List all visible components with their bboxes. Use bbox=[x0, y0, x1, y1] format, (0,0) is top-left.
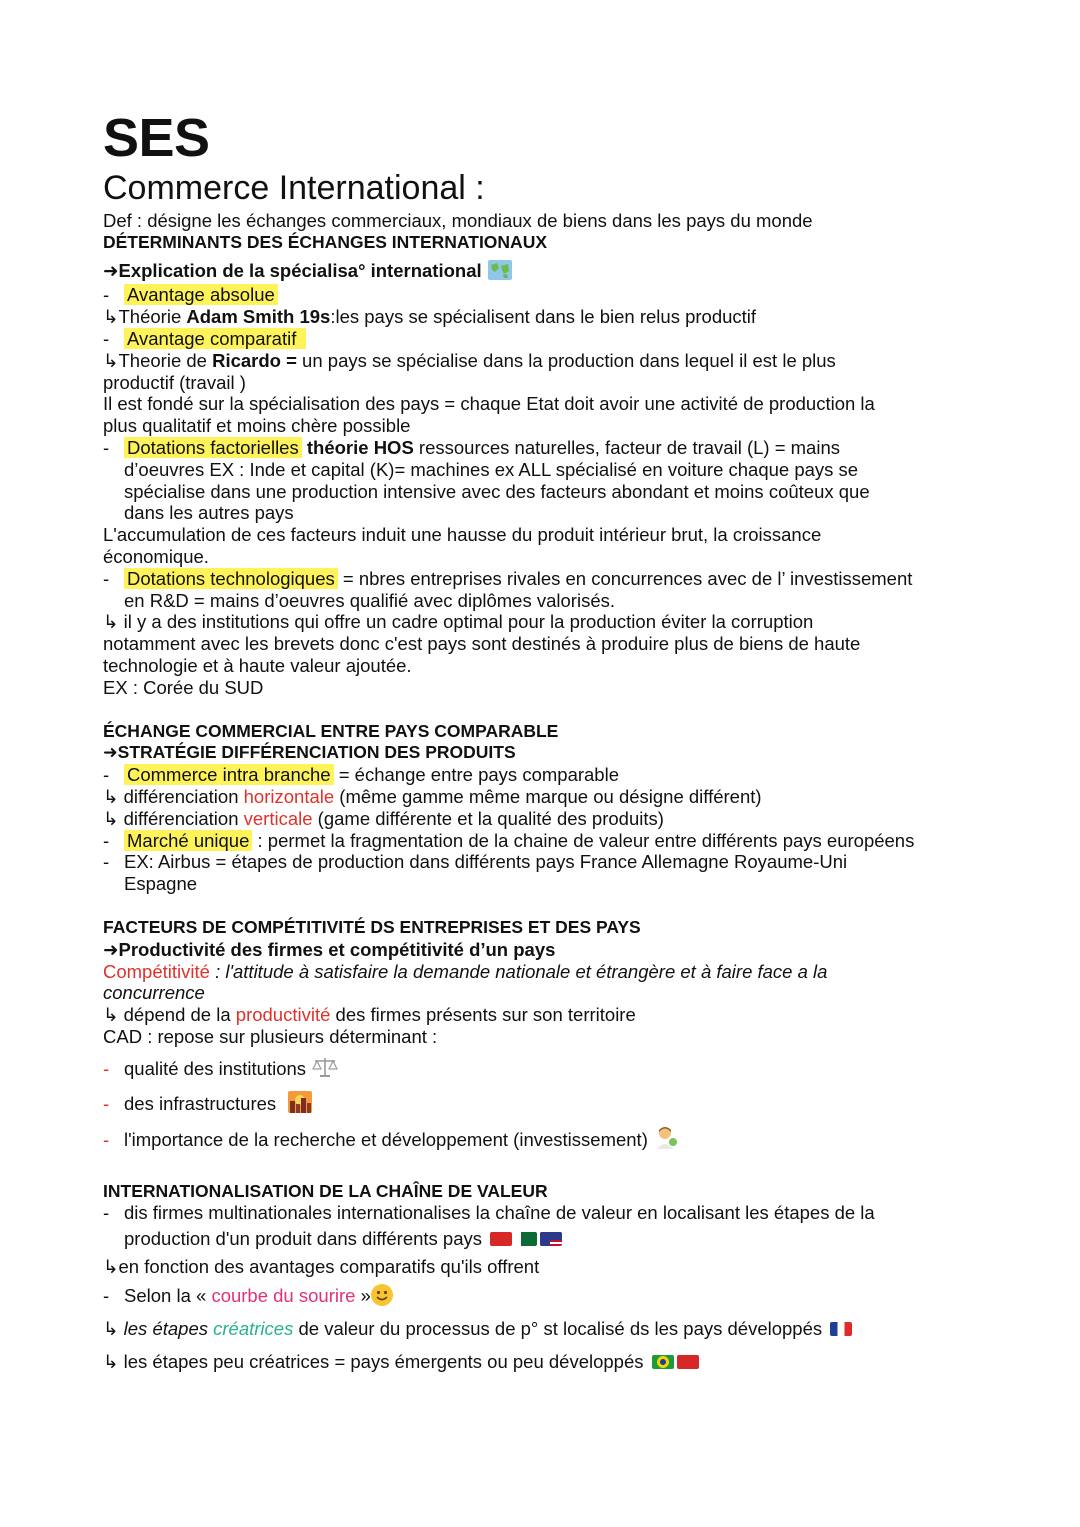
smiley-icon bbox=[371, 1284, 393, 1306]
text-line: L'accumulation de ces facteurs induit une hausse du produit intérieur brut, la croissance bbox=[103, 524, 822, 546]
subheading-specialisation bbox=[103, 260, 1023, 285]
note-page bbox=[103, 108, 1023, 1378]
highlight-commerce-intra-branche: Commerce intra branche bbox=[124, 764, 334, 785]
text-line: plus qualitatif et moins chère possible bbox=[103, 415, 411, 437]
list-item: - Dotations factorielles théorie HOS ressources naturelles, facteur de travail (L) = mains bbox=[103, 436, 840, 458]
list-item: - Avantage absolue bbox=[103, 284, 1023, 306]
section-heading-echange: ÉCHANGE COMMERCIAL ENTRE PAYS COMPARABLE bbox=[103, 720, 559, 741]
pakistan-flag-icon bbox=[515, 1232, 537, 1246]
text-line: concurrence bbox=[103, 982, 205, 1004]
text-line: ↳ les étapes créatrices de valeur du processus de p° st localisé ds les pays développés bbox=[103, 1312, 1023, 1346]
text-line: EX : Corée du SUD bbox=[103, 676, 264, 698]
subheading-productivite: ➜Productivité des firmes et compétitivité d’un pays bbox=[103, 938, 556, 960]
text-line: en R&D = mains d’oeuvres qualifié avec diplômes valorisés. bbox=[124, 589, 615, 611]
subheading-text: ➜Explication de la spécialisa° international bbox=[103, 259, 482, 281]
highlight-avantage-absolue: Avantage absolue bbox=[124, 284, 278, 305]
section-heading-competitivite: FACTEURS DE COMPÉTITIVITÉ DS ENTREPRISES ET DES PAYS bbox=[103, 916, 641, 937]
text-line: Compétitivité : l'attitude à satisfaire la demande nationale et étrangère et à faire face a la bbox=[103, 960, 828, 982]
text-line: production d'un produit dans différents pays bbox=[103, 1224, 1023, 1254]
text-line: ↳ différenciation horizontale (même gamme même marque ou désigne différent) bbox=[103, 785, 762, 807]
text-line: CAD : repose sur plusieurs déterminant : bbox=[103, 1025, 438, 1047]
text-line: technologie et à haute valeur ajoutée. bbox=[103, 654, 412, 676]
scientist-icon bbox=[654, 1125, 678, 1159]
text-line: productif (travail ) bbox=[103, 371, 246, 393]
world-map-icon bbox=[488, 260, 512, 285]
text-line: économique. bbox=[103, 545, 209, 567]
balance-scale-icon bbox=[312, 1056, 338, 1087]
list-item: - Selon la « courbe du sourire » bbox=[103, 1280, 1023, 1312]
text-line: ↳Théorie Adam Smith 19s:les pays se spécialisent dans le bien relus productif bbox=[103, 306, 757, 328]
france-flag-icon bbox=[830, 1322, 852, 1336]
highlight-marche-unique: Marché unique bbox=[124, 830, 252, 851]
text-line: ↳ dépend de la productivité des firmes présents sur son territoire bbox=[103, 1004, 636, 1026]
page-subtitle: Commerce International : bbox=[103, 169, 485, 207]
text-line: ↳ il y a des institutions qui offre un cadre optimal pour la production éviter la corruption bbox=[103, 611, 814, 633]
list-item: - Marché unique : permet la fragmentation de la chaine de valeur entre différents pays européens bbox=[103, 829, 915, 851]
text-line: dans les autres pays bbox=[124, 502, 294, 524]
list-item: - Dotations technologiques = nbres entreprises rivales en concurrences avec de l’ investissement bbox=[103, 567, 913, 589]
section-heading-determinants: DÉTERMINANTS DES ÉCHANGES INTERNATIONAUX bbox=[103, 231, 548, 252]
highlight-dotations-factorielles: Dotations factorielles bbox=[124, 437, 302, 458]
highlight-dotations-technologiques: Dotations technologiques bbox=[124, 568, 338, 589]
china-flag-icon bbox=[677, 1355, 699, 1369]
page-title: SES bbox=[103, 108, 210, 168]
list-item: - Avantage comparatif bbox=[103, 328, 1023, 350]
text-line: ↳en fonction des avantages comparatifs qu'ils offrent bbox=[103, 1256, 540, 1278]
text-line: ↳ les étapes peu créatrices = pays émergents ou peu développés bbox=[103, 1346, 1023, 1378]
text-line: Il est fondé sur la spécialisation des pays = chaque Etat doit avoir une activité de production la bbox=[103, 393, 875, 415]
list-item: - Commerce intra branche = échange entre pays comparable bbox=[103, 764, 619, 786]
usa-flag-icon bbox=[540, 1232, 562, 1246]
list-item: - l'importance de la recherche et développement (investissement) bbox=[103, 1124, 1023, 1159]
text-line: Espagne bbox=[124, 873, 198, 895]
text-line: spécialise dans une production intensive avec des facteurs abondant et moins coûteux que bbox=[124, 480, 870, 502]
text-line: notamment avec les brevets donc c'est pays sont destinés à produire plus de biens de haute bbox=[103, 633, 861, 655]
text-line: ↳ différenciation verticale (game différente et la qualité des produits) bbox=[103, 807, 664, 829]
list-item: - qualité des institutions bbox=[103, 1054, 1023, 1087]
list-item: - EX: Airbus = étapes de production dans différents pays France Allemagne Royaume-Uni bbox=[103, 851, 848, 873]
brazil-flag-icon bbox=[652, 1355, 674, 1369]
text-line: d’oeuvres EX : Inde et capital (K)= machines ex ALL spécialisé en voiture chaque pays se bbox=[124, 458, 859, 480]
highlight-avantage-comparatif: Avantage comparatif bbox=[124, 328, 306, 349]
cityscape-sunset-icon bbox=[288, 1090, 312, 1124]
list-item: - dis firmes multinationales internationalises la chaîne de valeur en localisant les étapes de la bbox=[103, 1202, 875, 1224]
section-heading-internationalisation: INTERNATIONALISATION DE LA CHAÎNE DE VALEUR bbox=[103, 1180, 548, 1201]
china-flag-icon bbox=[490, 1232, 512, 1246]
text-line: ↳Theorie de Ricardo = un pays se spécialise dans la production dans lequel il est le plus bbox=[103, 349, 836, 371]
definition: Def : désigne les échanges commerciaux, mondiaux de biens dans les pays du monde bbox=[103, 210, 813, 231]
subheading-differenciation: ➜STRATÉGIE DIFFÉRENCIATION DES PRODUITS bbox=[103, 742, 516, 763]
list-item: - des infrastructures bbox=[103, 1087, 1023, 1124]
